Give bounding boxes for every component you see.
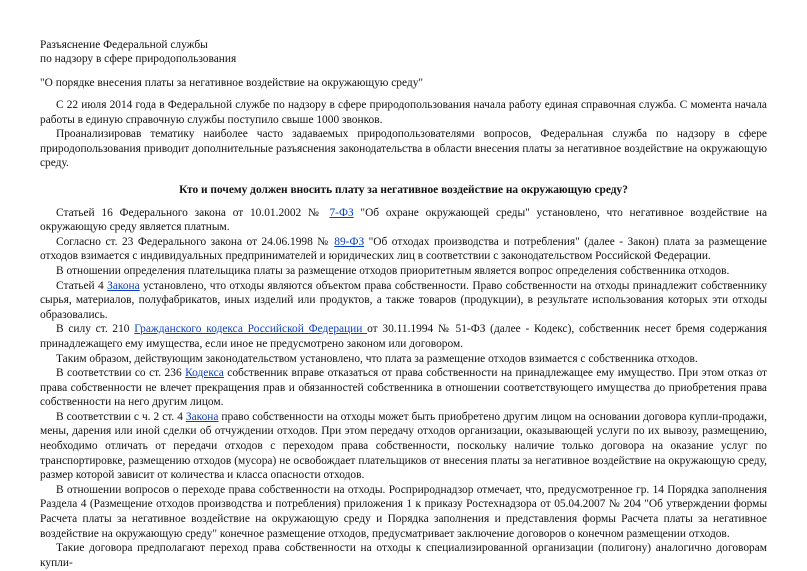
paragraph-7-text-b: собственник вправе отказаться от права собственности на принадлежащее ему имущество. При этом отказ от права собственности не влечет прекращения прав и обязанностей собственника в отношении соответствующего имущества до приобретения права собственности на него другим лицом. <box>40 367 767 409</box>
paragraph-3: В отношении определения плательщика платы за размещение отходов приоритетным является вопрос определения собственника отходов. <box>56 264 730 277</box>
paragraph-2-text-a: Согласно ст. 23 Федерального закона от 24.06.1998 № <box>56 235 335 248</box>
section-question-heading: Кто и почему должен вносить плату за негативное воздействие на окружающую среду? <box>179 183 628 196</box>
paragraph-8 <box>40 410 767 483</box>
paragraph-10: Такие договора предполагают переход права собственности на отходы к специализированной организации (полигону) аналогично договорам купли- <box>40 542 767 569</box>
paragraph-1-text-b: "Об охране окружающей среды" установлено, что негативное воздействие на окружающую среду является платным. <box>40 206 767 234</box>
paragraph-4 <box>40 279 767 323</box>
link-89-fz[interactable]: 89-ФЗ <box>334 235 365 248</box>
link-kodeks[interactable]: Кодекса <box>185 367 224 380</box>
paragraph-4-text-b: установлено, что отходы являются объектом права собственности. Право собственности на отходы принадлежит собственнику сырья, материалов, полуфабрикатов, иных изделий или продуктов, а также товаров (продукции), в результате использования которых эти отходы образовались. <box>40 279 768 321</box>
paragraph-6: Таким образом, действующим законодательством установлено, что плата за размещение отходов взимается с собственника отходов. <box>56 352 698 365</box>
paragraph-1-text-a: Статьей 16 Федерального закона от 10.01.2002 № <box>56 206 330 219</box>
intro-paragraph-1: С 22 июля 2014 года в Федеральной службе по надзору в сфере природопользования начала работу единая справочная служба. С момента начала работы в единую справочную службы поступило свыше 1000 звонков. <box>40 99 767 126</box>
intro-paragraph-2: Проанализировав тематику наиболее часто задаваемых природопользователями вопросов, Федеральная служба по надзору в сфере природопользования приводит дополнительные разъяснения законодательства в области внесения платы за негативное воздействие на окружающую среду. <box>40 128 767 170</box>
paragraph-2 <box>40 235 767 264</box>
paragraph-7-text-a: В соответствии со ст. 236 <box>56 367 186 380</box>
paragraph-5-text-b: от 30.11.1994 № 51-ФЗ (далее - Кодекс), собственник несет бремя содержания принадлежащего ему имущества, если иное не предусмотрено законом или договором. <box>40 323 767 350</box>
paragraph-9: В отношении вопросов о переходе права собственности на отходы. Росприроднадзор отмечает, что, предусмотренное гр. 14 Порядка заполнения Раздела 4 (Размещение отходов производства и потребления) приложения 1 к приказу Ростехнадзора от 05.04.2007 № 204 "Об утверждении формы Расчета платы за негативное воздействие на окружающую среду и Порядка заполнения и представления формы Расчета платы за негативное воздействие на окружающую среду" конечное размещение отходов, предусматривает заключение договоров о конечном размещении отходов. <box>40 483 767 540</box>
paragraph-7 <box>40 366 767 410</box>
link-zakon[interactable]: Закона <box>107 279 140 292</box>
paragraph-4-text-a: Статьей 4 <box>56 279 108 292</box>
header-line-1: Разъяснение Федеральной службы <box>40 39 208 51</box>
link-7-fz[interactable]: 7-ФЗ <box>329 206 354 219</box>
document-body <box>40 98 767 570</box>
paragraph-2-text-b: "Об отходах производства и потребления" (далее - Закон) плата за размещение отходов взимается с индивидуальных предпринимателей и юридических лиц в соответствии с законодательством Российской Федерации. <box>40 235 767 263</box>
paragraph-8-text-b: право собственности на отходы может быть приобретено другим лицом на основании договора купли-продажи, мены, дарения или иной сделки об отчуждении отходов. При этом передачу отходов организации, оказывающей услуги по их вывозу, размещению, необходимо отличать от передачи отходов с переходом права собственности, поскольку наличие только договора на оказание услуг по транспортировке, размещению отходов (мусора) не освобождает плательщиков от внесения платы за негативное воздействие на окружающую среду, размер которой зависит от количества и класса опасности отходов. <box>40 410 767 482</box>
document-title: "О порядке внесения платы за негативное воздействие на окружающую среду" <box>40 77 424 89</box>
paragraph-5 <box>40 322 767 351</box>
paragraph-8-text-a: В соответствии с ч. 2 ст. 4 <box>56 410 186 423</box>
paragraph-5-text-a: В силу ст. 210 <box>56 323 135 336</box>
paragraph-1 <box>40 206 767 235</box>
link-civil-code[interactable]: Гражданского кодекса Российской Федерации <box>134 323 368 336</box>
header-line-2: по надзору в сфере природопользования <box>40 53 237 65</box>
link-zakon-2[interactable]: Закона <box>185 410 219 423</box>
